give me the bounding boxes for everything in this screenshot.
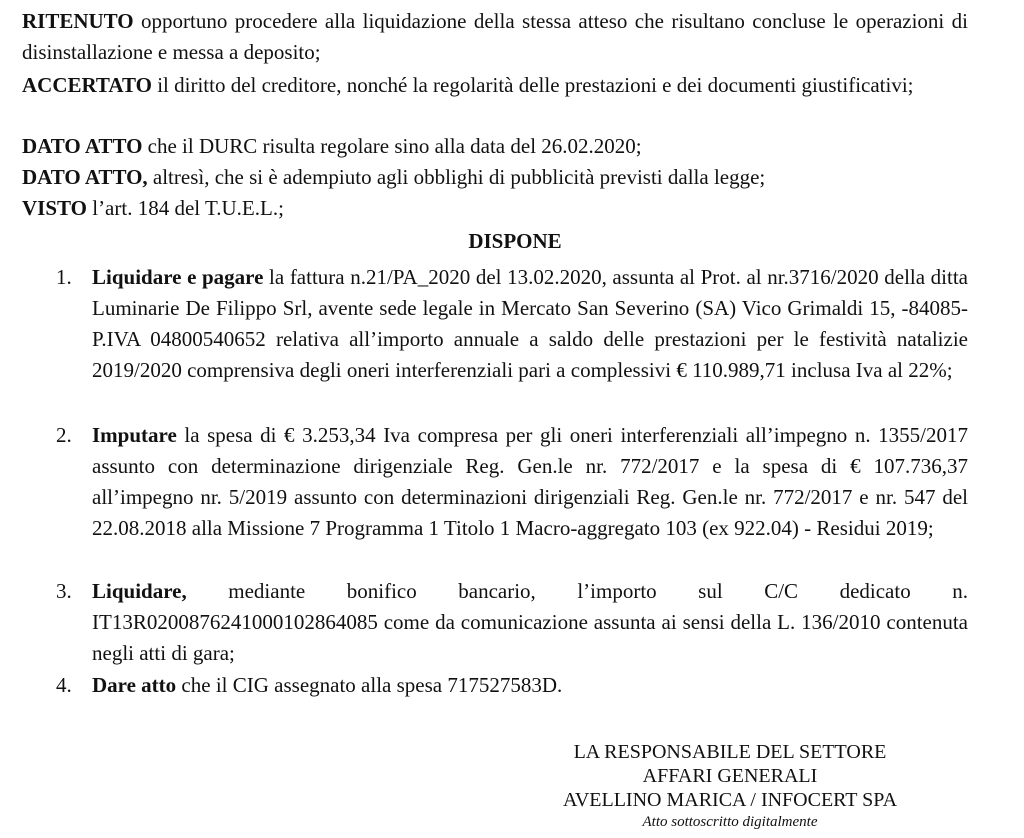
item-text xyxy=(92,670,968,701)
item-number: 4. xyxy=(56,673,72,697)
item-text xyxy=(92,576,968,669)
premise-text: l’art. 184 del T.U.E.L.; xyxy=(86,196,284,220)
premise-ritenuto xyxy=(22,6,968,68)
item-number: 2. xyxy=(56,423,72,447)
premise-dato-atto-pubblicita xyxy=(22,162,968,193)
premise-visto xyxy=(22,193,968,224)
item-text xyxy=(92,262,968,386)
item-keyword: Liquidare e pagare xyxy=(92,265,264,289)
item-text xyxy=(92,420,968,544)
premise-text: che il DURC risulta regolare sino alla data del 26.02.2020; xyxy=(142,134,642,158)
premise-keyword: RITENUTO xyxy=(22,9,134,33)
premise-accertato xyxy=(22,70,968,101)
premise-text: il diritto del creditore, nonché la regolarità delle prestazioni e dei documenti giustificativi; xyxy=(151,73,914,97)
signature-department: AFFARI GENERALI xyxy=(642,765,818,787)
premise-keyword: VISTO xyxy=(22,196,87,220)
signature-name: AVELLINO MARICA / INFOCERT SPA xyxy=(562,789,898,811)
item-number: 1. xyxy=(56,265,72,289)
item-number: 3. xyxy=(56,579,72,603)
item-body: la spesa di € 3.253,34 Iva compresa per gli oneri interferenziali all’impegno n. 1355/2017 assunto con determinazione dirigenziale Reg. Gen.le nr. 772/2017 e la spesa di € 107.736,37 all’impegno nr. 5/2019 assunto con determinazioni dirigenziali Reg. Gen.le nr. 772/2017 e nr. 547 del 22.08.2018 alla Missione 7 Programma 1 Titolo 1 Macro-aggregato 103 (ex 922.04) - Residui 2019; xyxy=(92,423,968,540)
item-keyword: Dare atto xyxy=(92,673,177,697)
signature-note: Atto sottoscritto digitalmente xyxy=(642,814,818,830)
item-body: che il CIG assegnato alla spesa 717527583D. xyxy=(176,673,563,697)
premise-keyword: DATO ATTO, xyxy=(22,165,148,189)
signature-role: LA RESPONSABILE DEL SETTORE xyxy=(573,741,887,763)
premise-keyword: DATO ATTO xyxy=(22,134,143,158)
premise-text: opportuno procedere alla liquidazione della stessa atteso che risultano concluse le operazioni di disinstallazione e messa a deposito; xyxy=(22,9,968,64)
premise-keyword: ACCERTATO xyxy=(22,73,152,97)
item-keyword: Liquidare, xyxy=(92,579,187,603)
item-body: mediante bonifico bancario, l’importo sul C/C dedicato n. IT13R0200876241000102864085 come da comunicazione assunta ai sensi della L. 136/2010 contenuta negli atti di gara; xyxy=(92,579,968,665)
premise-dato-atto-durc xyxy=(22,131,968,162)
section-heading: DISPONE xyxy=(468,229,562,253)
item-body: la fattura n.21/PA_2020 del 13.02.2020, assunta al Prot. al nr.3716/2020 della ditta Luminarie De Filippo Srl, avente sede legale in Mercato San Severino (SA) Vico Grimaldi 15, -84085- P.IVA 04800540652 relativa all’importo annuale a saldo delle prestazioni per le festività natalizie 2019/2020 comprensiva degli oneri interferenziali pari a complessivi € 110.989,71 inclusa Iva al 22%; xyxy=(92,265,968,382)
premise-text: altresì, che si è adempiuto agli obblighi di pubblicità previsti dalla legge; xyxy=(147,165,766,189)
signature-block xyxy=(520,740,940,832)
item-keyword: Imputare xyxy=(92,423,177,447)
